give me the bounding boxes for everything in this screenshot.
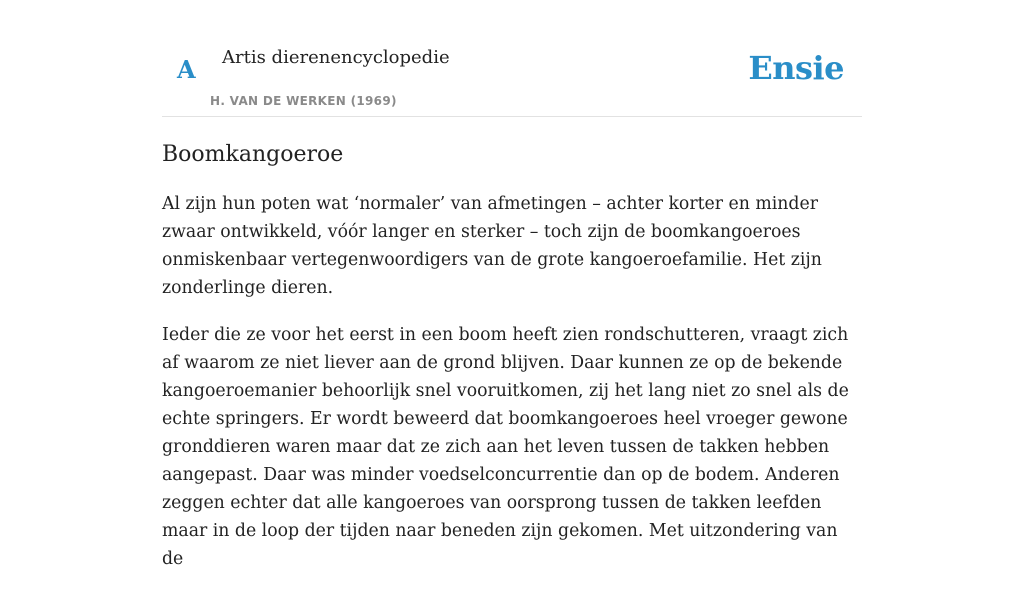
ensie-logo-link[interactable]: Ensie — [748, 49, 844, 87]
entry-header — [162, 0, 862, 117]
author-label: H. VAN DE WERKEN (1969) — [210, 94, 397, 108]
book-title-link[interactable]: Artis dierenencyclopedie — [222, 47, 450, 68]
paragraph: Al zijn hun poten wat ‘normaler’ van afmetingen – achter korter en minder zwaar ontwikkeld, vóór langer en sterker – toch zijn de boomkangoeroes onmiskenbaar vertegenwoordigers van de grote kangoeroefamilie. Het zijn zonderlinge dieren. — [162, 194, 822, 298]
entry-content — [162, 138, 862, 592]
index-letter-link[interactable]: A — [177, 55, 196, 84]
entry-title: Boomkangoeroe — [162, 142, 344, 167]
paragraph: Ieder die ze voor het eerst in een boom heeft zien rondschutteren, vraagt zich af waarom ze niet liever aan de grond blijven. Daar kunnen ze op de bekende kangoeroemanier behoorlijk snel vooruitkomen, zij het lang niet zo snel als de echte springers. Er wordt beweerd dat boomkangoeroes heel vroeger gewone gronddieren waren maar dat ze zich aan het leven tussen de takken hebben aangepast. Daar was minder voedselconcurrentie dan op de bodem. Anderen zeggen echter dat alle kangoeroes van oorsprong tussen de takken leefden maar in de loop der tijden naar beneden zijn gekomen. Met uitzondering van de — [162, 325, 849, 569]
